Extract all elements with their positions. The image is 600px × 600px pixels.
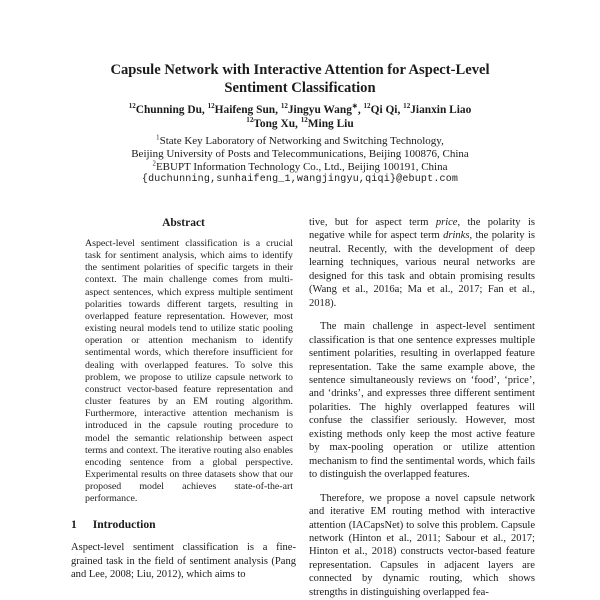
author-line-2: $^{12}$Tong Xu, $^{12}$Ming Liu — [246, 115, 354, 130]
right-column-paragraph-2: The main challenge in aspect-level sentiment classification is that one sentence expresses multiple sentiment polarities, resulting in overlapped feature representation. Take the same example above, the sentence simultaneously reviews on ‘food’, ‘price’, and ‘drinks’, and expresses three different sentiment polarities. The highly overlapped features will confuse the classifier seriously. However, most existing methods only keep the most active feature by max-pooling operation or utilize attention mechanism to find the sentimental words, which fails to distinguish the overlapped features. — [309, 321, 535, 481]
paper-title-line-1: Capsule Network with Interactive Attention for Aspect-Level — [110, 62, 490, 78]
right-column-paragraph-1: tive, but for aspect term price, the polarity is negative while for aspect term drinks, the polarity is neutral. Recently, with the development of deep learning techniques, various neural networks are designed for this task and obtain promising results (Wang et al., 2016a; Ma et al., 2017; Fan et al., 2018). — [309, 217, 535, 309]
affiliation-line-3: $^2$EBUPT Information Technology Co., Ltd., Beijing 100191, China — [152, 160, 448, 173]
abstract-text: Aspect-level sentiment classification is a crucial task for sentiment analysis, which aims to identify the sentiment polarities of specific targets in their context. The main challenge comes from multi-aspect sentences, which express multiple sentiment polarities towards different targets, resulting in overlapped feature representation. However, most existing neural models tend to utilize static pooling operation or attention mechanism to identify sentimental words, which therefore insufficient for dealing with overlapped features. To solve this problem, we propose to utilize capsule network to construct vector-based feature representation and cluster features by an EM routing algorithm. Furthermore, interactive attention mechanism is introduced in the capsule routing procedure to model the semantic relationship between aspect terms and context. The iterative routing also enables encoding sentence from a global perspective. Experimental results on three datasets show that our proposed model achieves state-of-the-art performance. — [85, 238, 293, 505]
paper-title — [0, 62, 600, 97]
affiliation-line-1: $^1$State Key Laboratory of Networking and Switching Technology, — [156, 134, 444, 147]
left-column — [71, 216, 296, 600]
section-number: 1 — [71, 518, 77, 532]
section-title: Introduction — [92, 518, 156, 532]
author-line-1: $^{12}$Chunning Du, $^{12}$Haifeng Sun, $^{12}$Jingyu Wang∗, $^{12}$Qi Qi, $^{12}$Jianxin Liao — [128, 102, 472, 116]
right-column — [309, 216, 535, 600]
right-column-paragraph-3: Therefore, we propose a novel capsule network and iterative EM routing method with interactive attention (IACapsNet) to solve this problem. Capsule network (Hinton et al., 2011; Sabour et al., 2017; Hinton et al., 2018) constructs vector-based feature representation. Capsules in adjacent layers are connected by dynamic routing, which shows strengths in distinguishing overlapped fea- — [309, 492, 535, 598]
affiliation-block — [0, 135, 600, 174]
email-line: {duchunning,sunhaifeng_1,wangjingyu,qiqi}@ebupt.com — [141, 174, 459, 185]
affiliation-line-2: Beijing University of Posts and Telecommunications, Beijing 100876, China — [131, 148, 469, 160]
introduction-paragraph: Aspect-level sentiment classification is a fine-grained task in the field of sentiment analysis (Pang and Lee, 2008; Liu, 2012), which aims to — [71, 542, 296, 581]
section-heading-introduction — [71, 518, 296, 531]
paper-title-line-2: Sentiment Classification — [224, 79, 376, 96]
author-block — [0, 104, 600, 131]
abstract-heading: Abstract — [162, 217, 205, 229]
